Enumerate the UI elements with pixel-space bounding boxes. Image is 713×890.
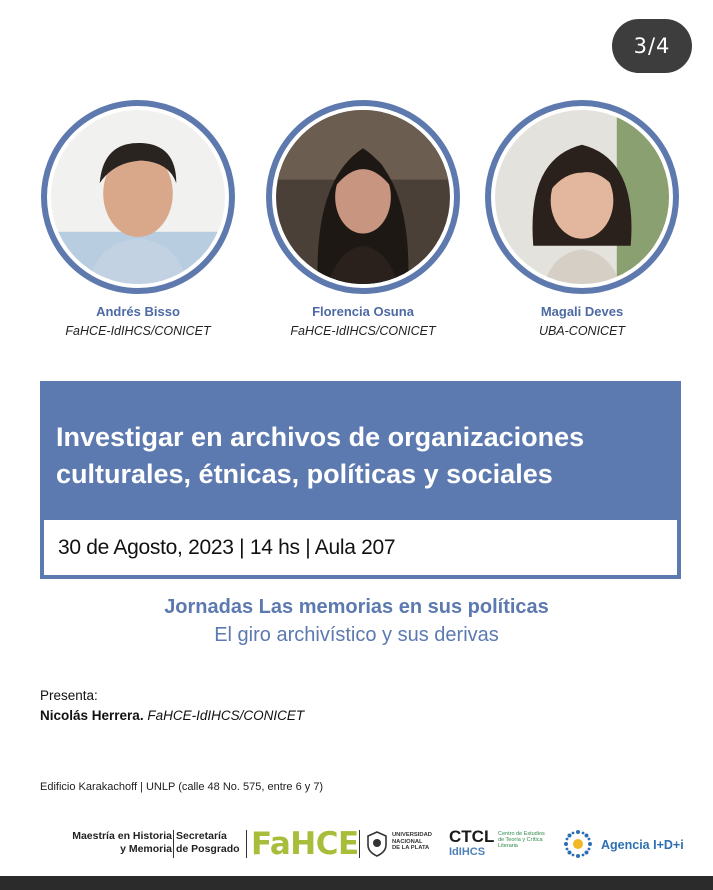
speaker-name: Magali Deves [540, 304, 624, 319]
avatar [266, 100, 460, 294]
event-title-line: culturales, étnicas, políticas y sociales [56, 459, 553, 489]
secretaria-logo-line: de Posgrado [176, 843, 240, 855]
ctcl-idihcs-logo [449, 846, 485, 858]
jornadas-title: Jornadas Las memorias en sus políticas [164, 596, 549, 618]
maestria-logo [56, 830, 172, 856]
speaker-card [263, 100, 463, 338]
avatar [41, 100, 235, 294]
jornadas-heading [0, 593, 713, 649]
presenter-affiliation: FaHCE-IdIHCS/CONICET [147, 708, 305, 723]
ctcl-description-line: Literaria [498, 843, 518, 850]
speaker-photo-icon [276, 110, 450, 284]
speaker-name: Florencia Osuna [312, 304, 414, 319]
speaker-name: Andrés Bisso [96, 304, 180, 319]
event-date: 30 de Agosto, 2023 | 14 hs | Aula 207 [58, 535, 396, 559]
secretaria-logo [176, 830, 244, 856]
ctcl-description [498, 831, 548, 850]
slide-counter-badge: 3/4 [612, 19, 692, 73]
agencia-sun-icon [563, 829, 593, 859]
speaker-photo-icon [495, 110, 669, 284]
event-title-box [40, 381, 681, 579]
ctcl-description-line: de Teoría y Crítica [498, 837, 543, 844]
speaker-affiliation: FaHCE-IdIHCS/CONICET [65, 324, 211, 338]
speaker-affiliation: UBA-CONICET [538, 324, 626, 338]
agencia-logo-text: Agencia I+D+i [601, 838, 684, 852]
event-title [56, 419, 669, 493]
secretaria-logo-line: Secretaría [176, 830, 227, 842]
bottom-bar [0, 876, 713, 890]
jornadas-subtitle: El giro archivístico y sus derivas [214, 624, 499, 646]
unlp-logo-line: NACIONAL [392, 838, 423, 845]
speaker-affiliation: FaHCE-IdIHCS/CONICET [290, 324, 436, 338]
logo-divider [359, 830, 360, 858]
logo-strip [0, 826, 713, 866]
maestria-logo-line: y Memoria [120, 843, 172, 855]
event-title-line: Investigar en archivos de organizaciones [56, 422, 585, 452]
ctcl-logo: CTCL [449, 827, 495, 846]
avatar [485, 100, 679, 294]
logo-divider [173, 830, 174, 858]
fahce-logo: FaHCE [251, 826, 359, 862]
speaker-card [482, 100, 682, 338]
unlp-logo-line: UNIVERSIDAD [392, 832, 432, 838]
unlp-logo-line: DE LA PLATA [392, 845, 430, 851]
speaker-photo-icon [51, 110, 225, 284]
idihcs-text: IdIHCS [449, 846, 486, 858]
venue-address: Edificio Karakachoff | UNLP (calle 48 No. 575, entre 6 y 7) [40, 781, 324, 793]
presenter-name: Nicolás Herrera [40, 708, 140, 723]
presenter-block [40, 686, 304, 726]
logo-divider [246, 830, 247, 858]
event-date-strip [44, 520, 677, 575]
speaker-card [38, 100, 238, 338]
presenter-line: Nicolás Herrera. FaHCE-IdIHCS/CONICET [40, 708, 305, 723]
presenta-label: Presenta: [40, 688, 98, 703]
unlp-seal-icon [366, 831, 388, 857]
unlp-logo-text [392, 832, 438, 852]
maestria-logo-line: Maestría en Historia [72, 830, 172, 842]
ctcl-description-line: Centro de Estudios [498, 831, 545, 837]
